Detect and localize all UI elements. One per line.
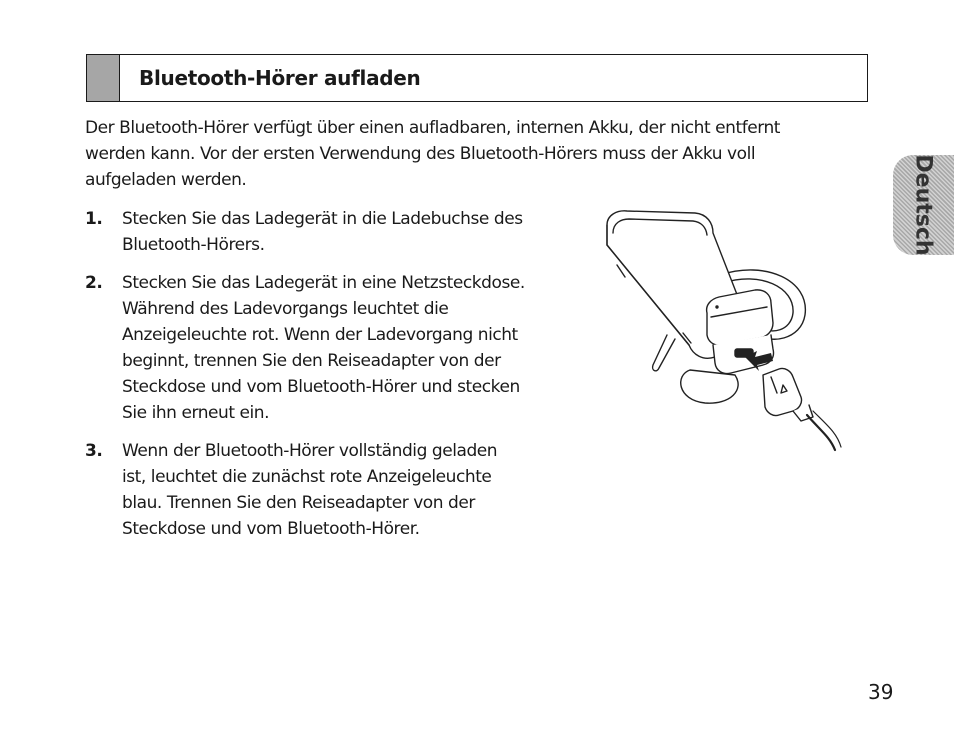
page-number: 39 <box>868 680 894 704</box>
step-line: Steckdose und vom Bluetooth-Hörer und stecken <box>122 377 520 397</box>
step-number: 2. <box>85 273 103 293</box>
step-line: Stecken Sie das Ladegerät in die Ladebuchse des <box>122 209 523 229</box>
steps-list <box>85 206 585 542</box>
step-line: beginnt, trennen Sie den Reiseadapter von der <box>122 351 501 371</box>
intro-line: werden kann. Vor der ersten Verwendung des Bluetooth-Hörers muss der Akku voll <box>85 144 756 164</box>
step-item <box>85 270 585 426</box>
step-line: Sie ihn erneut ein. <box>122 403 270 423</box>
headset-charging-illustration <box>595 205 850 455</box>
step-line: blau. Trennen Sie den Reiseadapter von der <box>122 493 475 513</box>
intro-line: aufgeladen werden. <box>85 170 247 190</box>
section-header <box>86 54 868 102</box>
step-number: 3. <box>85 441 103 461</box>
step-line: Stecken Sie das Ladegerät in eine Netzsteckdose. <box>122 273 525 293</box>
step-item <box>85 438 585 542</box>
section-title: Bluetooth-Hörer aufladen <box>139 66 421 90</box>
language-tab-label: Deutsch <box>910 154 936 256</box>
step-line: Steckdose und vom Bluetooth-Hörer. <box>122 519 420 539</box>
section-marker <box>87 55 120 101</box>
step-line: Während des Ladevorgangs leuchtet die <box>122 299 449 319</box>
step-number: 1. <box>85 209 103 229</box>
language-tab <box>893 155 954 255</box>
step-line: Wenn der Bluetooth-Hörer vollständig geladen <box>122 441 498 461</box>
step-item <box>85 206 585 258</box>
step-line: Anzeigeleuchte rot. Wenn der Ladevorgang nicht <box>122 325 518 345</box>
step-line: ist, leuchtet die zunächst rote Anzeigeleuchte <box>122 467 492 487</box>
intro-paragraph <box>85 115 885 193</box>
intro-line: Der Bluetooth-Hörer verfügt über einen aufladbaren, internen Akku, der nicht entfernt <box>85 118 781 138</box>
step-line: Bluetooth-Hörers. <box>122 235 265 255</box>
